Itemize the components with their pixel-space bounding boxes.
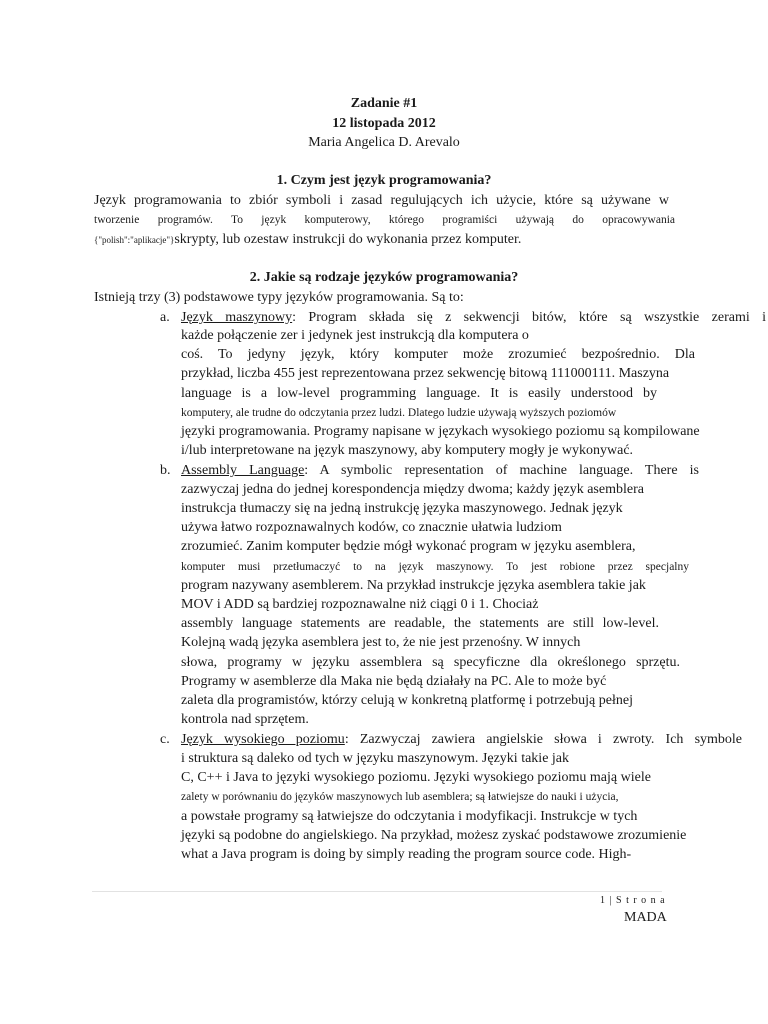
item-b-line-1-text: : A symbolic representation of machine language. There is <box>304 463 699 478</box>
section-2-intro: Istnieją trzy (3) podstawowe typy języków programowania. Są to: <box>94 290 464 305</box>
item-b-line-3: instrukcja tłumaczy się na jedną instrukcję języka maszynowego. Jednak język <box>181 501 623 516</box>
item-b-line-9: assembly language statements are readable, the statements are still low-level. <box>181 616 659 631</box>
item-b-line-5: zrozumieć. Zanim komputer będzie mógł wykonać program w języku asemblera, <box>181 539 636 554</box>
item-b-line-14: kontrola nad sprzętem. <box>181 712 309 727</box>
item-b-line-8: MOV i ADD są bardziej rozpoznawalne niż ciągi 0 i 1. Chociaż <box>181 597 539 612</box>
item-c-line-4: zalety w porównaniu do języków maszynowych lub asemblera; są łatwiejsze do nauki i użycia, <box>181 791 619 803</box>
item-b-line-4: używa łatwo rozpoznawalnych kodów, co znacznie ułatwia ludziom <box>181 520 562 535</box>
item-b-line-13: zaleta dla programistów, którzy celują w konkretną platformę i potrzebują pełnej <box>181 693 633 708</box>
item-b-line-10: Kolejną wadą języka asemblera jest to, że nie jest przenośny. W innych <box>181 635 581 650</box>
section-1-line-2: tworzenie programów. To język komputerowy, którego programiści używają do opracowywania <box>94 214 675 226</box>
footer-author-initials: MADA <box>624 910 667 925</box>
item-a-line-5: language is a low-level programming language. It is easily understood by <box>181 386 657 401</box>
section-1-line-3 <box>94 231 521 249</box>
document-author: Maria Angelica D. Arevalo <box>308 135 460 150</box>
item-a-marker: a. <box>160 310 170 325</box>
item-a-line-3: coś. To jedyny język, który komputer może zrozumieć bezpośrednio. Dla <box>181 347 695 362</box>
item-c-line-2: i struktura są daleko od tych w języku maszynowym. Języki takie jak <box>181 751 570 766</box>
item-a-line-1-text: : Program składa się z sekwencji bitów, które są wszystkie zerami i <box>292 310 766 325</box>
section-1-line-3-text: skrypty, lub ozestaw instrukcji do wykonania przez komputer. <box>174 232 522 247</box>
item-a-line-2: każde połączenie zer i jedynek jest instrukcją dla komputera o <box>181 328 529 343</box>
item-b-line-12: Programy w asemblerze dla Maka nie będą działały na PC. Ale to może być <box>181 674 607 689</box>
item-b-marker: b. <box>160 463 171 478</box>
footer-page-number: 1 | S t r o n a <box>600 895 666 906</box>
section-1-line-1: Język programowania to zbiór symboli i zasad regulujących ich użycie, które są używane w <box>94 193 669 208</box>
item-c-line-7: what a Java program is doing by simply reading the program source code. High- <box>181 847 632 862</box>
section-1-heading: 1. Czym jest język programowania? <box>276 173 492 188</box>
document-date: 12 listopada 2012 <box>332 116 436 131</box>
item-b-line-11: słowa, programy w języku assemblera są specyficzne dla określonego sprzętu. <box>181 655 680 670</box>
item-a-line-1 <box>181 309 766 327</box>
item-c-marker: c. <box>160 732 170 747</box>
json-fragment: {"polish":"aplikacje"} <box>94 235 175 245</box>
section-2-heading: 2. Jakie są rodzaje języków programowania? <box>249 270 519 285</box>
item-c-line-1 <box>181 731 742 749</box>
item-c-term: Język wysokiego poziomu <box>181 732 345 747</box>
item-a-line-7: języki programowania. Programy napisane w językach wysokiego poziomu są kompilowane <box>181 424 700 439</box>
item-c-line-5: a powstałe programy są łatwiejsze do odczytania i modyfikacji. Instrukcje w tych <box>181 809 638 824</box>
item-b-line-6: komputer musi przetłumaczyć to na język maszynowy. To jest robione przez specjalny <box>181 561 689 573</box>
item-a-term: Język maszynowy <box>181 310 293 325</box>
document-title: Zadanie #1 <box>350 96 418 111</box>
item-b-line-7: program nazywany asemblerem. Na przykład instrukcje języka asemblera takie jak <box>181 578 646 593</box>
item-a-line-6: komputery, ale trudne do odczytania przez ludzi. Dlatego ludzie używają wyższych poziomów <box>181 407 617 419</box>
item-b-line-2: zazwyczaj jedna do jednej korespondencja między dwoma; każdy język asemblera <box>181 482 644 497</box>
item-a-line-8: i/lub interpretowane na język maszynowy, aby komputery mogły je wykonywać. <box>181 443 634 458</box>
item-b-line-1 <box>181 462 699 480</box>
item-c-line-6: języki są podobne do angielskiego. Na przykład, możesz zyskać podstawowe zrozumienie <box>181 828 687 843</box>
item-c-line-1-text: : Zazwyczaj zawiera angielskie słowa i zwroty. Ich symbole <box>344 732 742 747</box>
footer-divider <box>92 891 662 892</box>
item-c-line-3: C, C++ i Java to języki wysokiego poziomu. Języki wysokiego poziomu mają wiele <box>181 770 651 785</box>
item-b-term: Assembly Language <box>181 463 305 478</box>
item-a-line-4: przykład, liczba 455 jest reprezentowana przez sekwencję bitową 111000111. Maszyna <box>181 366 670 381</box>
